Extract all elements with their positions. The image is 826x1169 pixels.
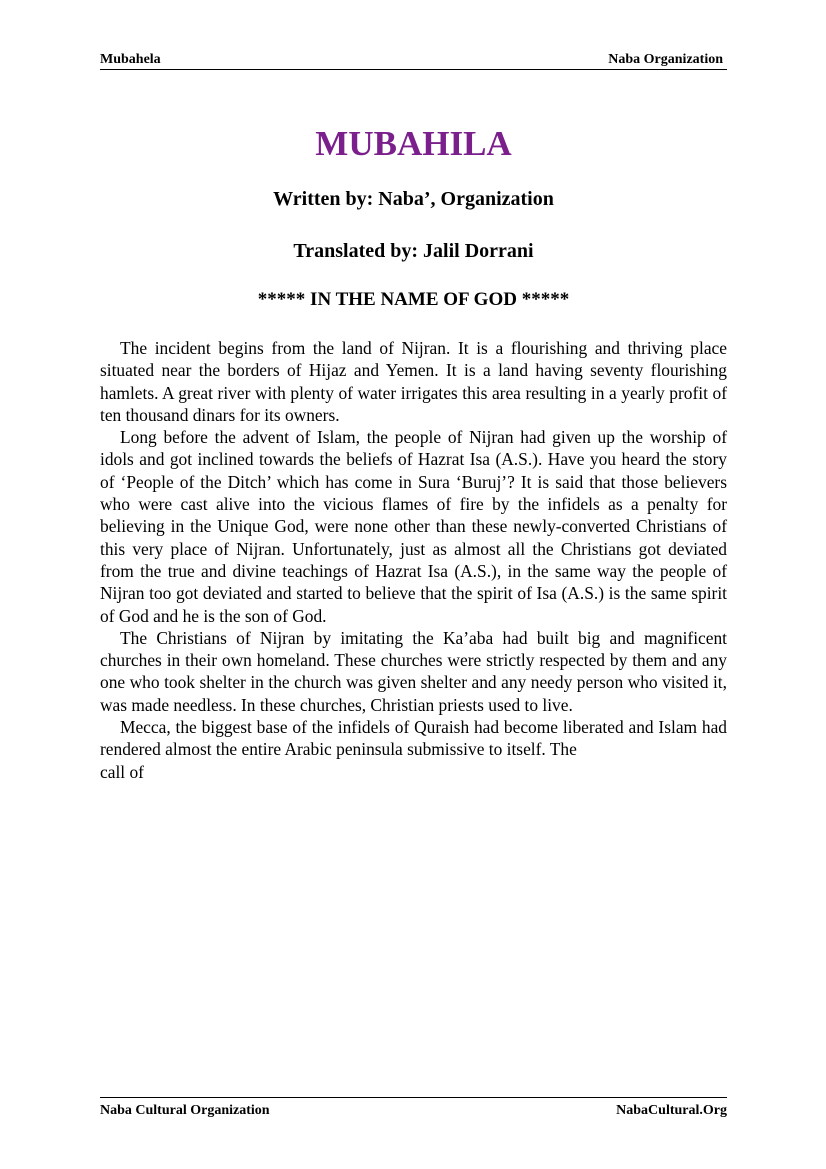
paragraph: The incident begins from the land of Nijran. It is a flourishing and thriving place situated near the borders of Hijaz and Yemen. It is a land having seventy flourishing hamlets. A great river with plenty of water irrigates this area resulting in a yearly profit of ten thousand dinars for its owners. <box>100 338 727 425</box>
footer-left-text: Naba Cultural Organization <box>100 1103 270 1118</box>
body-text <box>100 337 727 783</box>
paragraph: Long before the advent of Islam, the people of Nijran had given up the worship of idols and got inclined towards the beliefs of Hazrat Isa (A.S.). Have you heard the story of ‘People of the Ditch’ which has come in Sura ‘Buruj’? It is said that those believers who were cast alive into the vicious flames of fire by the infidels as a penalty for believing in the Unique God, were none other than these newly-converted Christians of this very place of Nijran. Unfortunately, just as almost all the Christians got deviated from the true and divine teachings of Hazrat Isa (A.S.), in the same way the people of Nijran too got deviated and started to believe that the spirit of Isa (A.S.) is the same spirit of God and he is the son of God. <box>100 427 727 626</box>
author-line: Written by: Naba’, Organization <box>273 188 554 210</box>
footer-right-text: NabaCultural.Org <box>616 1103 727 1118</box>
header-left-text: Mubahela <box>100 52 161 67</box>
document-page <box>100 0 727 1169</box>
running-header <box>100 50 727 70</box>
header-right-text: Naba Organization <box>608 52 723 67</box>
paragraph: The Christians of Nijran by imitating the Ka’aba had built big and magnificent churches in their own homeland. These churches were strictly respected by them and any one who took shelter in the church was given shelter and any needy person who visited it, was made needless. In these churches, Christian priests used to live. <box>100 627 727 715</box>
document-title: MUBAHILA <box>315 124 512 163</box>
translator-line: Translated by: Jalil Dorrani <box>293 240 534 262</box>
paragraph: Mecca, the biggest base of the infidels of Quraish had become liberated and Islam had rendered almost the entire Arabic peninsula submissive to itself. The <box>100 717 727 760</box>
paragraph: call of <box>100 761 144 782</box>
invocation-line: ***** IN THE NAME OF GOD ***** <box>257 289 570 310</box>
running-footer <box>100 1097 727 1118</box>
